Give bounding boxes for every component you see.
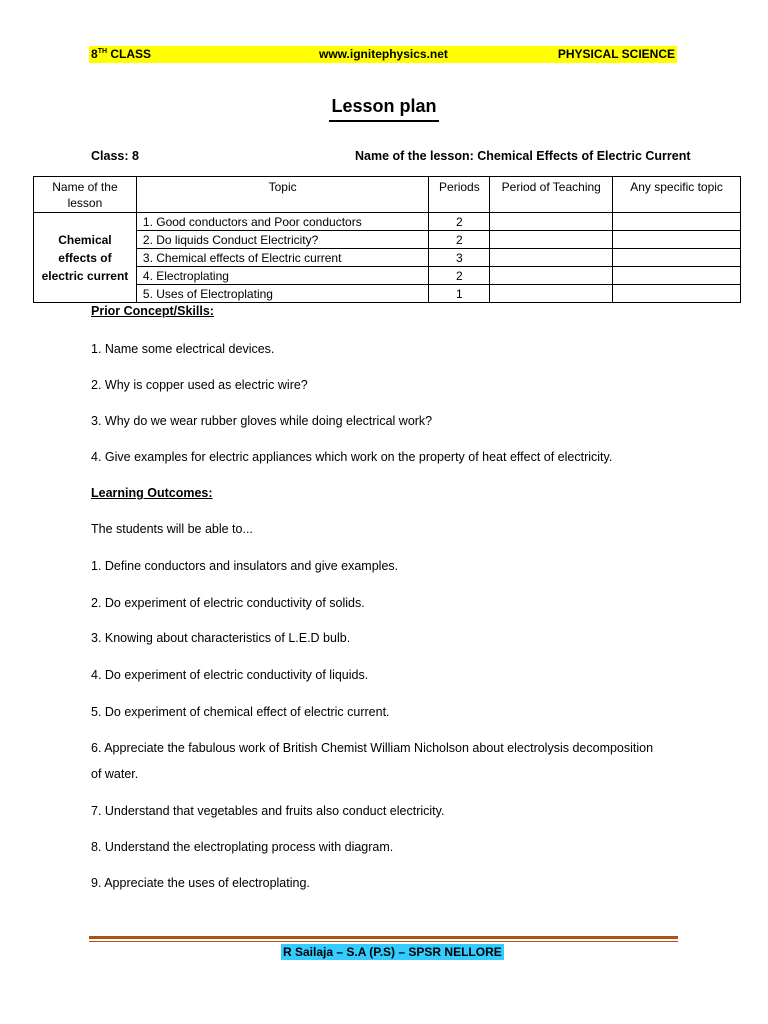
lesson-name-line: Name of the lesson: Chemical Effects of Electric Current: [355, 149, 691, 163]
outcome-item: 7. Understand that vegetables and fruits also conduct electricity.: [91, 804, 445, 818]
outcome-item: 4. Do experiment of electric conductivity of liquids.: [91, 668, 369, 682]
table-row: [34, 231, 741, 249]
header-website[interactable]: www.ignitephysics.net: [319, 47, 448, 61]
periods-cell: 2: [429, 213, 490, 231]
header-subject: PHYSICAL SCIENCE: [557, 47, 675, 61]
outcomes-intro: The students will be able to...: [91, 522, 253, 536]
col-header-period-teaching: Period of Teaching: [490, 177, 613, 213]
outcome-item: 2. Do experiment of electric conductivity of solids.: [91, 596, 365, 610]
table-header-row: [34, 177, 741, 213]
period-teaching-cell: [490, 231, 613, 249]
table-row: [34, 249, 741, 267]
col-header-lesson: Name of the lesson: [34, 177, 137, 213]
col-header-topic: Topic: [136, 177, 428, 213]
periods-cell: 1: [429, 285, 490, 303]
col-header-periods: Periods: [429, 177, 490, 213]
prior-item: 1. Name some electrical devices.: [91, 342, 275, 356]
outcome-item: 1. Define conductors and insulators and give examples.: [91, 559, 399, 573]
period-teaching-cell: [490, 249, 613, 267]
footer-divider-thin: [89, 941, 678, 942]
specific-topic-cell: [613, 285, 741, 303]
period-teaching-cell: [490, 267, 613, 285]
topic-cell: 5. Uses of Electroplating: [136, 285, 428, 303]
footer-divider-thick: [89, 936, 678, 939]
topic-cell: 2. Do liquids Conduct Electricity?: [136, 231, 428, 249]
specific-topic-cell: [613, 249, 741, 267]
outcome-item: 3. Knowing about characteristics of L.E.D bulb.: [91, 631, 351, 645]
period-teaching-cell: [490, 213, 613, 231]
specific-topic-cell: [613, 213, 741, 231]
outcome-item-continued: of water.: [91, 767, 139, 781]
prior-concepts-heading: Prior Concept/Skills:: [91, 304, 214, 318]
class-line: Class: 8: [91, 149, 139, 163]
learning-outcomes-heading: Learning Outcomes:: [91, 486, 213, 500]
footer-author: R Sailaja – S.A (P.S) – SPSR NELLORE: [283, 945, 502, 959]
topic-cell: 1. Good conductors and Poor conductors: [136, 213, 428, 231]
specific-topic-cell: [613, 231, 741, 249]
outcome-item: 6. Appreciate the fabulous work of British Chemist William Nicholson about electrolysis decomposition: [91, 741, 654, 755]
header-class: 8TH CLASS: [91, 47, 152, 61]
col-header-specific-topic: Any specific topic: [613, 177, 741, 213]
lesson-plan-table: [33, 176, 741, 303]
prior-item: 4. Give examples for electric appliances which work on the property of heat effect of electricity.: [91, 450, 613, 464]
outcome-item: 8. Understand the electroplating process with diagram.: [91, 840, 394, 854]
page-title: Lesson plan: [0, 96, 768, 117]
topic-cell: 3. Chemical effects of Electric current: [136, 249, 428, 267]
periods-cell: 2: [429, 231, 490, 249]
periods-cell: 3: [429, 249, 490, 267]
periods-cell: 2: [429, 267, 490, 285]
period-teaching-cell: [490, 285, 613, 303]
topic-cell: 4. Electroplating: [136, 267, 428, 285]
table-row: [34, 285, 741, 303]
outcome-item: 9. Appreciate the uses of electroplating.: [91, 876, 310, 890]
outcome-item: 5. Do experiment of chemical effect of electric current.: [91, 705, 390, 719]
header-bar: [89, 46, 677, 63]
prior-item: 3. Why do we wear rubber gloves while doing electrical work?: [91, 414, 433, 428]
prior-item: 2. Why is copper used as electric wire?: [91, 378, 308, 392]
table-row: [34, 267, 741, 285]
specific-topic-cell: [613, 267, 741, 285]
table-row: [34, 213, 741, 231]
lesson-name-cell: Chemical effects of electric current: [34, 213, 137, 303]
